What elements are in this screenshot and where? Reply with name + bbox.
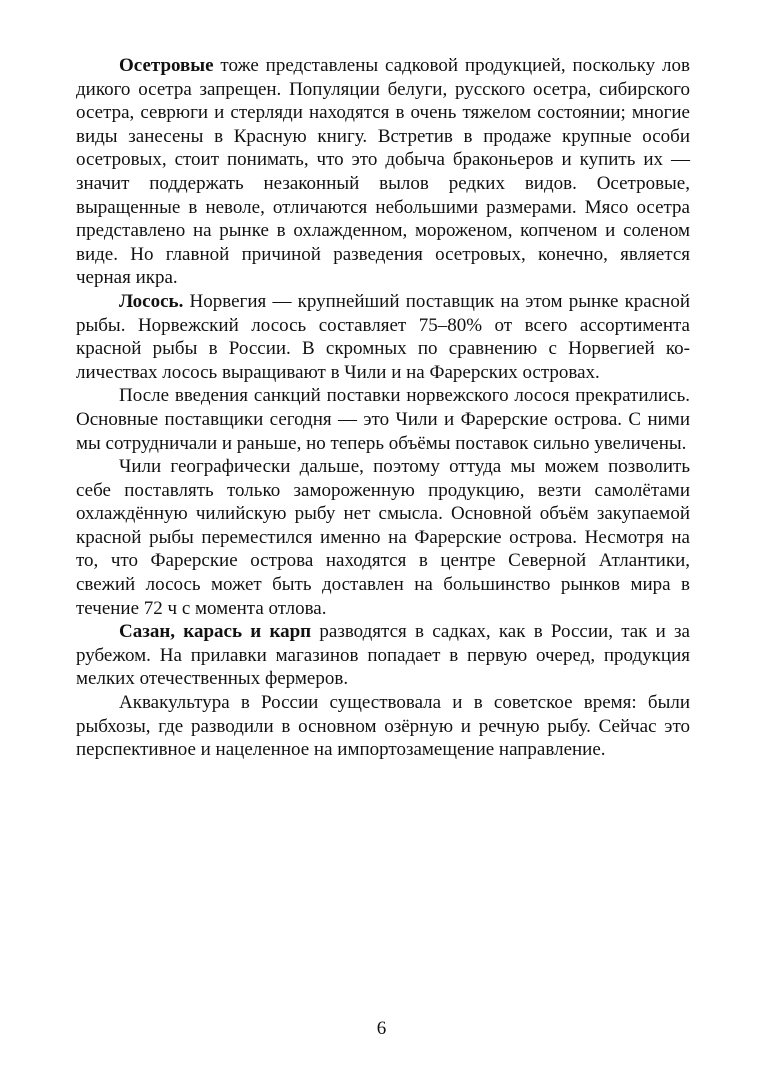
paragraph-lead-carp: Сазан, карась и карп (119, 621, 312, 643)
paragraph-lead-salmon: Лосось. (119, 290, 184, 312)
paragraph-carp (76, 620, 690, 691)
page-body (76, 54, 690, 762)
paragraph-sturgeon (76, 54, 690, 290)
paragraph-text-chile: Чили географически дальше, поэтому оттуда мы можем позволить себе поставлять только замороженную продукцию, везти самолётами охлаждённую чилийскую рыбу нет смысла. Основной объём закупаемой красной рыбы переместился именно на Фарерские острова. Несмотря на то, что Фарерские острова находятся в центре Северной Атлантики, свежий лосось может быть доставлен на большинство рынков мира в течение 72 ч с момента отлова. (76, 456, 690, 619)
paragraph-text-sturgeon: тоже представлены садковой продукцией, поскольку лов дикого осетра запрещен. Популяции белуги, русского осетра, сибирского осетра, севрюги и стерляди находятся в очень тяжелом состоянии; многие виды занесены в Красную книгу. Встретив в продаже крупные особи осетровых, стоит понимать, что это добыча браконьеров и купить их — значит поддержать незаконный вылов редких видов. Осетровые, выращенные в неволе, отличаются небольшими размерами. Мясо осетра представлено на рынке в охлажденном, мороженом, копченом и соленом виде. Но главной причиной разведения осетровых, конечно, является черная икра. (76, 55, 690, 289)
paragraph-text-sanctions: После введения санкций поставки норвежского лосося прекратились. Основные поставщики сегодня — это Чили и Фарерские острова. С ними мы сотрудничали и раньше, но теперь объёмы поставок сильно увеличены. (76, 385, 690, 454)
paragraph-text-aquaculture: Аквакультура в России существовала и в советское время: были рыбхозы, где разводили в основном озёрную и речную рыбу. Сейчас это перспективное и нацеленное на импортозамещение направление. (76, 692, 690, 761)
paragraph-sanctions (76, 384, 690, 455)
paragraph-chile (76, 455, 690, 620)
paragraph-salmon (76, 290, 690, 384)
paragraph-aquaculture (76, 691, 690, 762)
page-number: 6 (376, 1018, 387, 1039)
paragraph-lead-sturgeon: Осетровые (119, 55, 214, 76)
paragraph-text-carp: разводятся в садках, как в России, так и за рубежом. На прилавки магазинов попадает в первую очеред, продукция мелких отечественных фермеров. (76, 621, 690, 690)
paragraph-text-salmon: Норвегия — крупнейший поставщик на этом рынке красной рыбы. Норвежский лосось составляет 75–80% от всего ассортимента красной рыбы в России. В скромных по сравнению с Норвегией количествах лосось выращивают в Чили и на Фарерских островах. (76, 290, 690, 383)
